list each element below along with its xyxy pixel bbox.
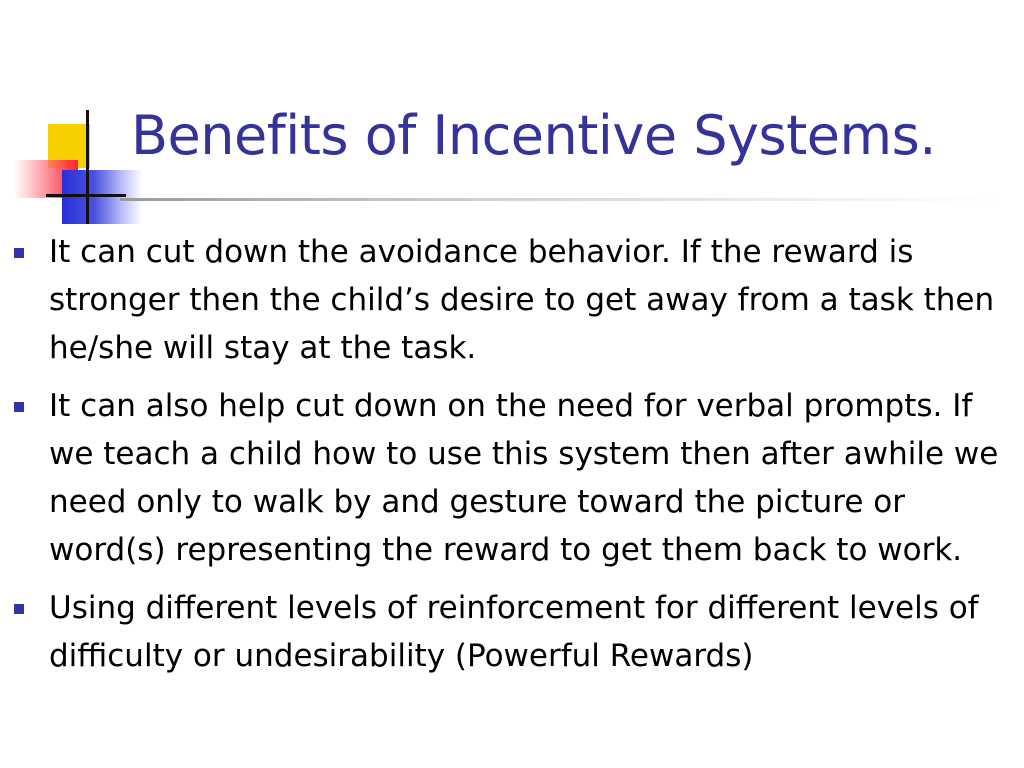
slide-title: Benefits of Incentive Systems. [131, 104, 936, 167]
decorative-logo [0, 0, 140, 240]
square-bullet-icon [14, 402, 24, 412]
horizontal-line [46, 194, 126, 197]
bullet-list [10, 228, 1010, 690]
bullet-text: It can cut down the avoidance behavior. If the reward is stronger then the child’s desire to get away from a task then he/she will stay at the task. [49, 234, 995, 366]
title-divider [120, 198, 1000, 201]
vertical-line [86, 110, 89, 224]
blue-square [62, 170, 142, 224]
bullet-item [10, 584, 1010, 680]
bullet-text: Using different levels of reinforcement for different levels of difficulty or undesirability (Powerful Rewards) [49, 590, 979, 674]
square-bullet-icon [14, 604, 24, 614]
bullet-text: It can also help cut down on the need for verbal prompts. If we teach a child how to use this system then after awhile we need only to walk by and gesture toward the picture or word(s) representing the reward to get them back to work. [49, 388, 999, 568]
bullet-item [10, 382, 1010, 574]
bullet-item [10, 228, 1010, 372]
square-bullet-icon [14, 248, 24, 258]
